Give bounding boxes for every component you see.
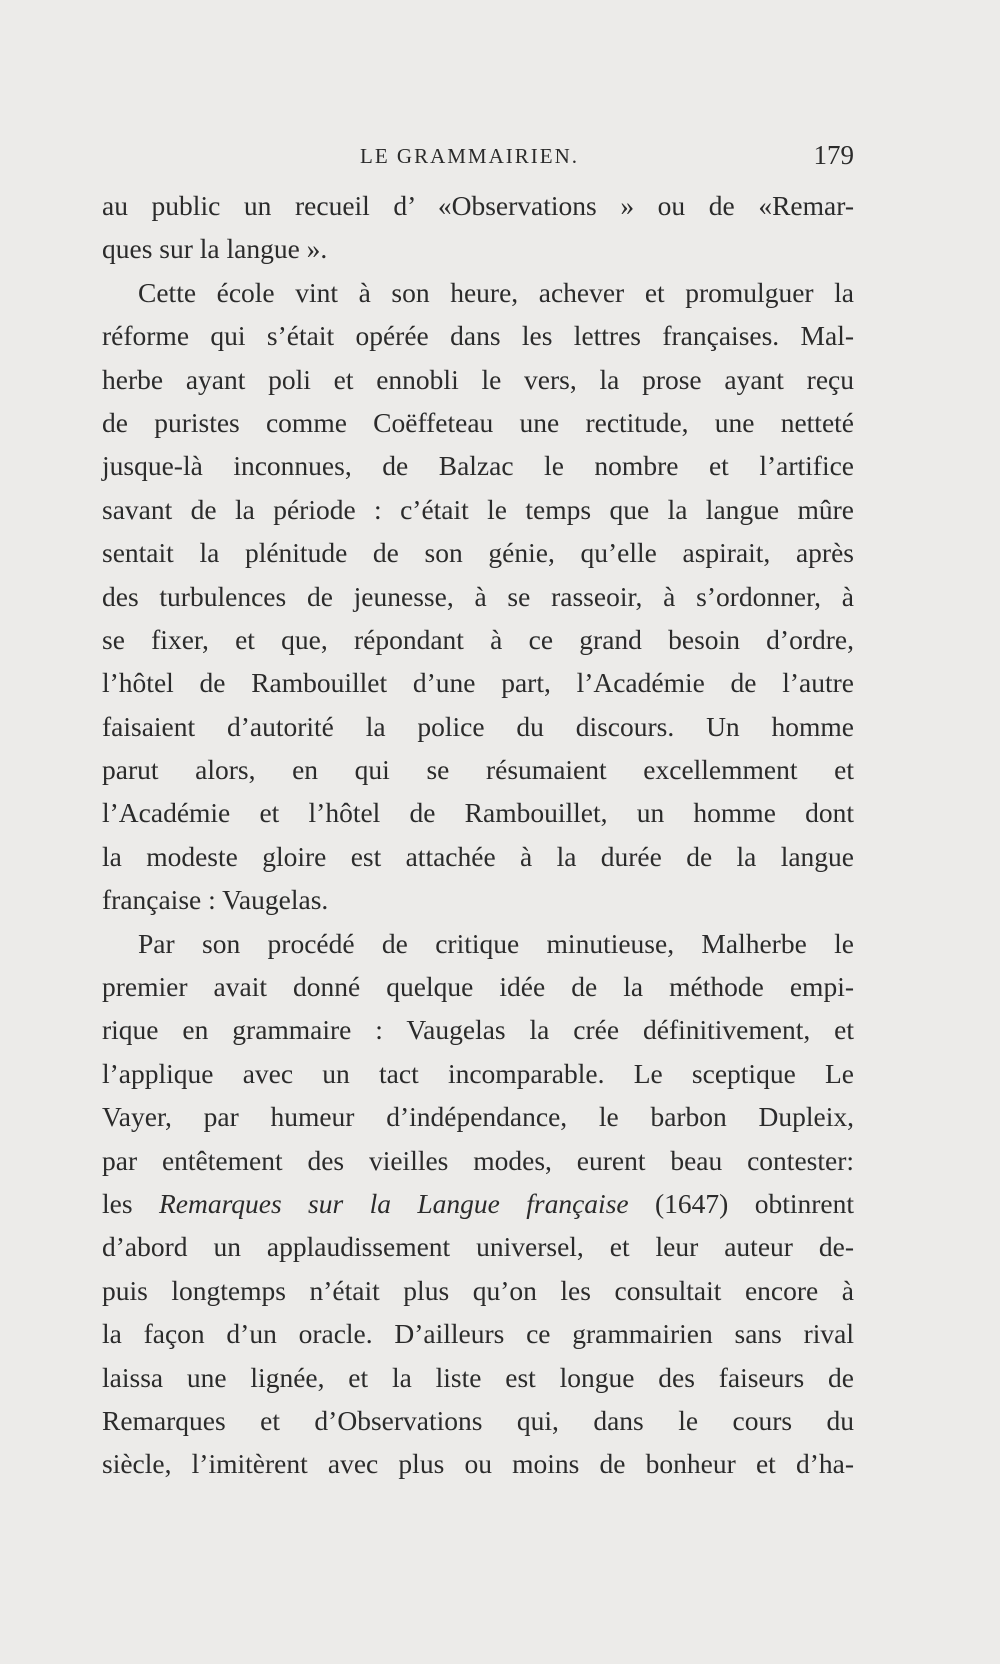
- text-line: d’abord un applaudissement universel, et leur auteur de-: [102, 1231, 854, 1263]
- text-line: Vayer, par humeur d’indépendance, le barbon Dupleix,: [102, 1101, 854, 1133]
- text-line-with-italic-title: [102, 1182, 854, 1225]
- text-line: siècle, l’imitèrent avec plus ou moins de bonheur et d’ha-: [102, 1448, 854, 1480]
- italic-book-title: Remarques sur la Langue française: [158, 1187, 629, 1219]
- running-head: LE GRAMMAIRIEN.: [360, 144, 579, 168]
- text-line: la modeste gloire est attachée à la durée de la langue: [102, 840, 854, 872]
- text-segment: (1647) obtinrent: [628, 1187, 854, 1219]
- text-line: Par son procédé de critique minutieuse, Malherbe le: [138, 927, 854, 959]
- page-number: 179: [813, 140, 854, 170]
- page-header: [106, 140, 854, 180]
- body-text: [102, 184, 854, 1486]
- text-line: l’applique avec un tact incomparable. Le sceptique Le: [102, 1057, 854, 1089]
- text-line: la façon d’un oracle. D’ailleurs ce grammairien sans rival: [102, 1318, 854, 1350]
- text-line: sentait la plénitude de son génie, qu’elle aspirait, après: [102, 537, 854, 569]
- text-line: de puristes comme Coëffeteau une rectitude, une netteté: [102, 406, 854, 438]
- text-line: laissa une lignée, et la liste est longue des faiseurs de: [102, 1361, 854, 1393]
- text-line: se fixer, et que, répondant à ce grand besoin d’ordre,: [102, 623, 854, 655]
- text-segment: les: [102, 1187, 159, 1219]
- text-line: l’hôtel de Rambouillet d’une part, l’Académie de l’autre: [102, 667, 854, 699]
- text-line: premier avait donné quelque idée de la méthode empi-: [102, 971, 854, 1003]
- text-line: par entêtement des vieilles modes, eurent beau contester:: [102, 1144, 854, 1176]
- text-line: au public un recueil d’ «Observations » ou de «Remar-: [102, 190, 854, 221]
- text-line: faisaient d’autorité la police du discours. Un homme: [102, 710, 854, 742]
- text-line: des turbulences de jeunesse, à se rasseoir, à s’ordonner, à: [102, 580, 854, 612]
- text-line: jusque-là inconnues, de Balzac le nombre et l’artifice: [102, 450, 854, 482]
- text-line: savant de la période : c’était le temps que la langue mûre: [102, 493, 854, 525]
- text-line: herbe ayant poli et ennobli le vers, la prose ayant reçu: [102, 363, 854, 395]
- text-line: Remarques et d’Observations qui, dans le cours du: [102, 1404, 854, 1436]
- text-line: l’Académie et l’hôtel de Rambouillet, un homme dont: [102, 797, 854, 829]
- text-line: puis longtemps n’était plus qu’on les consultait encore à: [102, 1274, 854, 1306]
- text-line: réforme qui s’était opérée dans les lettres françaises. Mal-: [102, 320, 854, 352]
- text-line: Cette école vint à son heure, achever et promulguer la: [138, 276, 854, 308]
- text-line: française : Vaugelas.: [102, 884, 329, 916]
- text-line: parut alors, en qui se résumaient excellemment et: [102, 754, 854, 786]
- text-line: rique en grammaire : Vaugelas la crée définitivement, et: [102, 1014, 854, 1046]
- text-line: ques sur la langue ».: [102, 233, 328, 265]
